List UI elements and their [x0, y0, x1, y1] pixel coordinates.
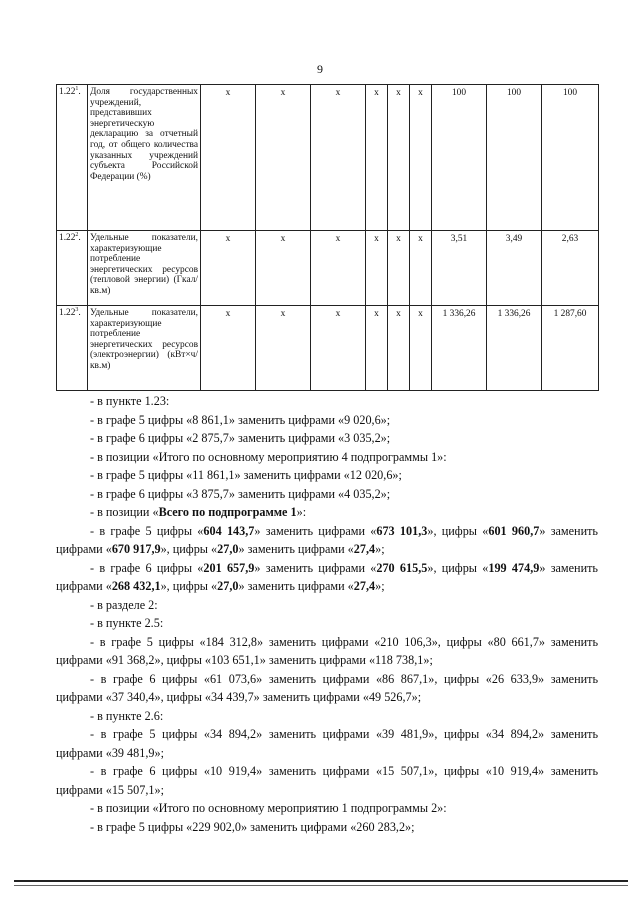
text-line: - в позиции «Итого по основному мероприятию 1 подпрограммы 2»:: [90, 801, 447, 815]
table-cell: х: [366, 306, 388, 391]
text-line: - в пункте 1.23:: [90, 394, 170, 408]
row-number: 1.22$^2$.: [57, 231, 88, 306]
footer-rule-thin: [14, 885, 628, 886]
table-cell: х: [256, 231, 311, 306]
table-cell: х: [256, 85, 311, 231]
text-line: - в позиции «Итого по основному мероприятию 4 подпрограммы 1»:: [90, 449, 447, 464]
text-paragraph: - в графе 6 цифры «61 073,6» заменить цифрами «86 867,1», цифры «26 633,9» заменить цифрами «37 340,4», цифры «34 439,7» заменить цифрами «49 526,7»;: [56, 671, 598, 704]
text-line: - в пункте 2.6:: [90, 708, 164, 723]
text-paragraph: - в графе 5 цифры «34 894,2» заменить цифрами «39 481,9», цифры «34 894,2» заменить цифрами «39 481,9»;: [56, 727, 598, 760]
footer-rule: [14, 880, 628, 882]
table-cell: х: [311, 231, 366, 306]
table-cell: х: [410, 231, 432, 306]
table-row: [57, 85, 599, 231]
table-cell: х: [201, 306, 256, 391]
text-line: - в позиции «Всего по подпрограмме 1»:: [90, 505, 307, 519]
row-number: 1.22$^3$.: [57, 306, 88, 391]
table-cell: х: [311, 306, 366, 391]
table-cell: 100: [487, 85, 542, 231]
table-cell: 3,49: [487, 231, 542, 306]
text-line: - в пункте 2.5:: [90, 616, 164, 630]
indicator-name: Доля государственных учреждений, представивших энергетическую декларацию за отчетный год, от общего количества указанных учреждений субъекта Российской Федерации (%): [88, 85, 201, 231]
table-cell: 1 287,60: [542, 306, 599, 391]
row-number: 1.22$^1$.: [57, 85, 88, 231]
table-cell: 2,63: [542, 231, 599, 306]
table-cell: х: [366, 231, 388, 306]
text-line: - в графе 6 цифры «2 875,7» заменить цифрами «3 035,2»;: [90, 431, 391, 445]
table-cell: 1 336,26: [487, 306, 542, 391]
indicator-name: Удельные показатели, характеризующие потребление энергетических ресурсов (электроэнергии) (кВт×ч/кв.м): [88, 306, 201, 391]
text-line: - в графе 5 цифры «8 861,1» заменить цифрами «9 020,6»;: [90, 412, 391, 427]
text-line: - в графе 6 цифры «3 875,7» заменить цифрами «4 035,2»;: [90, 486, 391, 501]
table-cell: х: [201, 231, 256, 306]
table-cell: х: [388, 231, 410, 306]
indicator-name: Удельные показатели, характеризующие потребление энергетических ресурсов (тепловой энергии) (Гкал/кв.м): [88, 231, 201, 306]
amendments-text: [56, 392, 598, 836]
table-cell: 1 336,26: [432, 306, 487, 391]
text-line: - в графе 5 цифры «229 902,0» заменить цифрами «260 283,2»;: [90, 819, 415, 834]
table-cell: х: [410, 306, 432, 391]
table-row: [57, 306, 599, 391]
table-cell: х: [388, 306, 410, 391]
table-cell: х: [311, 85, 366, 231]
table-cell: х: [410, 85, 432, 231]
table-cell: 100: [432, 85, 487, 231]
table-cell: 100: [542, 85, 599, 231]
text-paragraph: - в графе 6 цифры «10 919,4» заменить цифрами «15 507,1», цифры «10 919,4» заменить цифрами «15 507,1»;: [56, 764, 598, 797]
table-cell: х: [366, 85, 388, 231]
table-cell: х: [388, 85, 410, 231]
text-line: - в графе 5 цифры «11 861,1» заменить цифрами «12 020,6»;: [90, 468, 402, 482]
table-cell: х: [201, 85, 256, 231]
table-cell: 3,51: [432, 231, 487, 306]
indicators-table: [56, 84, 599, 391]
table-cell: х: [256, 306, 311, 391]
text-paragraph: - в графе 5 цифры «184 312,8» заменить цифрами «210 106,3», цифры «80 661,7» заменить цифрами «91 368,2», цифры «103 651,1» заменить цифрами «118 738,1»;: [56, 634, 598, 667]
text-paragraph: - в графе 5 цифры «604 143,7» заменить цифрами «673 101,3», цифры «601 960,7» заменить цифрами «670 917,9», цифры «27,0» заменить цифрами «27,4»;: [56, 523, 598, 556]
text-line: - в разделе 2:: [90, 597, 158, 612]
text-paragraph: - в графе 6 цифры «201 657,9» заменить цифрами «270 615,5», цифры «199 474,9» заменить цифрами «268 432,1», цифры «27,0» заменить цифрами «27,4»;: [56, 560, 598, 593]
page-number: 9: [317, 62, 323, 76]
table-row: [57, 231, 599, 306]
